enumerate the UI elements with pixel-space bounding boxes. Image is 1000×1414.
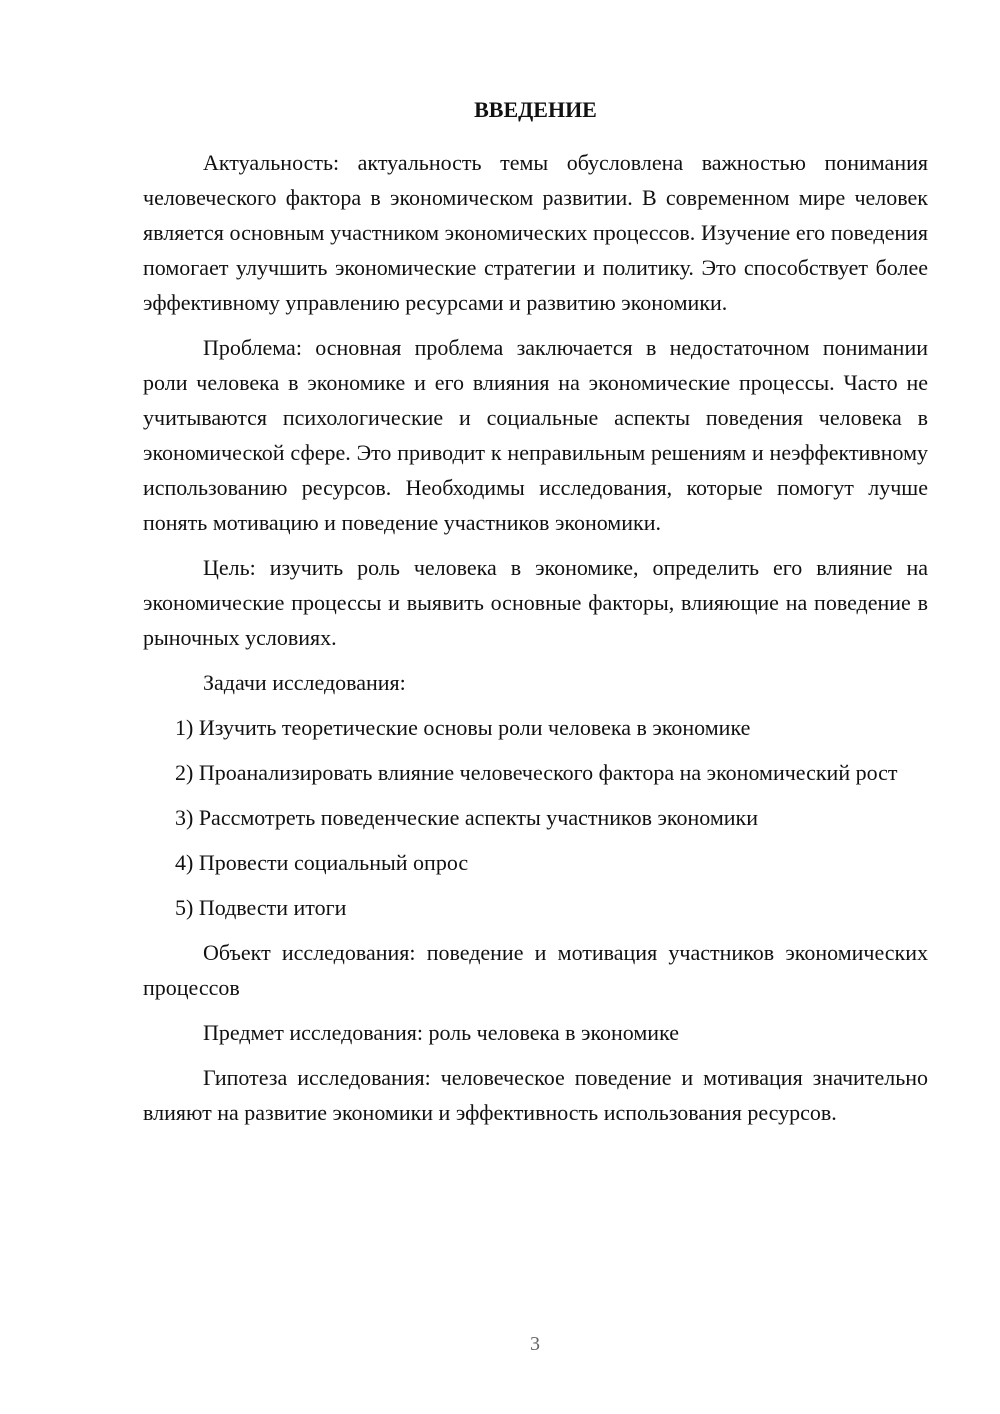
task-item-5: 5) Подвести итоги <box>175 895 347 920</box>
page-number: 3 <box>530 1333 540 1355</box>
task-item-2: 2) Проанализировать влияние человеческого фактора на экономический рост <box>175 760 898 785</box>
task-item-1: 1) Изучить теоретические основы роли человека в экономике <box>175 715 751 740</box>
section-heading: ВВЕДЕНИЕ <box>474 97 597 122</box>
subject-paragraph: Предмет исследования: роль человека в экономике <box>203 1020 679 1045</box>
problem-paragraph: Проблема: основная проблема заключается в недостаточном понимании роли человека в экономике и его влияния на экономические процессы. Часто не учитываются психологические и социальные аспекты поведения человека в экономической сфере. Это приводит к неправильным решениям и неэффективному использованию ресурсов. Необходимы исследования, которые помогут лучше понять мотивацию и поведение участников экономики. <box>143 335 928 535</box>
tasks-title: Задачи исследования: <box>203 670 406 695</box>
object-paragraph: Объект исследования: поведение и мотивация участников экономических процессов <box>143 940 928 1000</box>
goal-paragraph: Цель: изучить роль человека в экономике, определить его влияние на экономические процессы и выявить основные факторы, влияющие на поведение в рыночных условиях. <box>143 555 928 650</box>
task-item-3: 3) Рассмотреть поведенческие аспекты участников экономики <box>175 805 758 830</box>
task-item-4: 4) Провести социальный опрос <box>175 850 469 875</box>
relevance-paragraph: Актуальность: актуальность темы обусловлена важностью понимания человеческого фактора в экономическом развитии. В современном мире человек является основным участником экономических процессов. Изучение его поведения помогает улучшить экономические стратегии и политику. Это способствует более эффективному управлению ресурсами и развитию экономики. <box>143 150 928 315</box>
hypothesis-paragraph: Гипотеза исследования: человеческое поведение и мотивация значительно влияют на развитие экономики и эффективность использования ресурсов. <box>143 1065 928 1125</box>
page-content <box>143 92 928 1140</box>
